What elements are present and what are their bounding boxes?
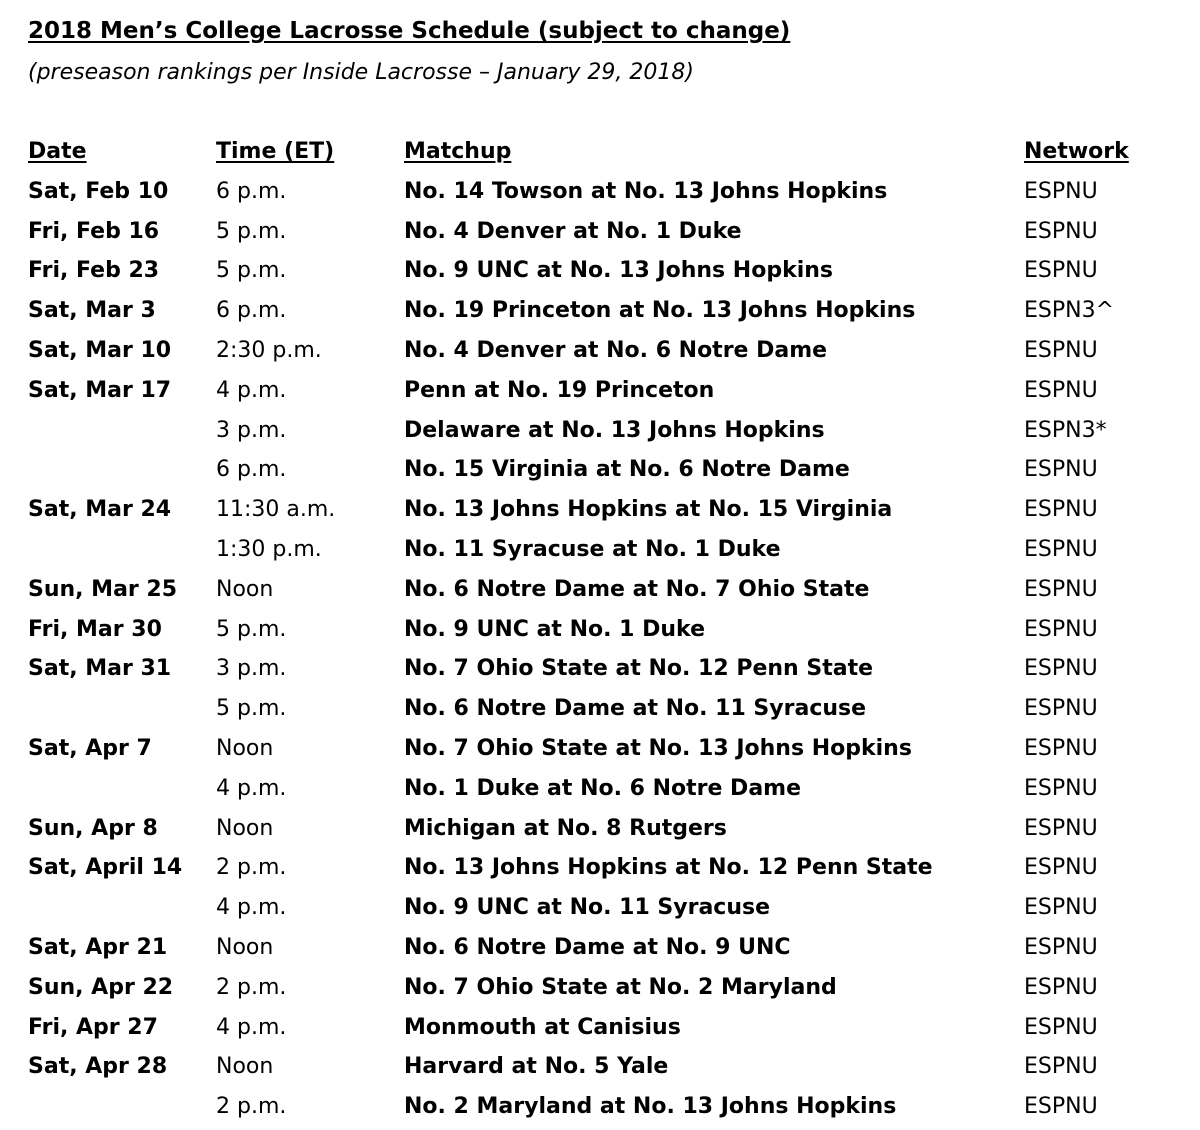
- game-date: Fri, Apr 27: [28, 1014, 158, 1040]
- table-row: [28, 928, 1168, 968]
- column-header-network: Network: [1024, 139, 1129, 164]
- game-matchup: Delaware at No. 13 Johns Hopkins: [404, 417, 825, 443]
- game-network: ESPNU: [1024, 616, 1098, 642]
- game-matchup: No. 6 Notre Dame at No. 11 Syracuse: [404, 696, 867, 722]
- game-time: Noon: [216, 735, 274, 761]
- game-matchup: No. 7 Ohio State at No. 13 Johns Hopkins: [404, 735, 912, 761]
- game-time: 6 p.m.: [216, 178, 287, 204]
- game-matchup: No. 9 UNC at No. 13 Johns Hopkins: [404, 258, 834, 284]
- game-date: [28, 888, 216, 928]
- game-date: Sun, Apr 22: [28, 974, 174, 1000]
- table-row: [28, 450, 1168, 490]
- game-network: ESPNU: [1024, 258, 1098, 284]
- game-date: Fri, Feb 23: [28, 258, 160, 284]
- game-network: ESPN3*: [1024, 417, 1107, 443]
- game-network: ESPNU: [1024, 576, 1098, 602]
- game-network: ESPNU: [1024, 656, 1098, 682]
- table-row: [28, 570, 1168, 610]
- game-time: 1:30 p.m.: [216, 536, 322, 562]
- table-row: [28, 212, 1168, 252]
- table-row: [28, 490, 1168, 530]
- game-network: ESPNU: [1024, 815, 1098, 841]
- game-matchup: No. 19 Princeton at No. 13 Johns Hopkins: [404, 298, 916, 324]
- column-header-matchup: Matchup: [404, 139, 512, 164]
- game-network: ESPNU: [1024, 497, 1098, 523]
- game-time: 2 p.m.: [216, 1094, 287, 1120]
- game-network: ESPNU: [1024, 536, 1098, 562]
- game-time: Noon: [216, 1054, 274, 1080]
- game-date: Sun, Mar 25: [28, 576, 178, 602]
- game-time: 4 p.m.: [216, 377, 287, 403]
- game-matchup: Harvard at No. 5 Yale: [404, 1054, 669, 1080]
- game-time: 4 p.m.: [216, 1014, 287, 1040]
- game-matchup: No. 1 Duke at No. 6 Notre Dame: [404, 775, 802, 801]
- game-time: 6 p.m.: [216, 457, 287, 483]
- game-matchup: No. 13 Johns Hopkins at No. 15 Virginia: [404, 497, 893, 523]
- game-network: ESPNU: [1024, 377, 1098, 403]
- game-date: Sat, Apr 7: [28, 735, 152, 761]
- game-network: ESPNU: [1024, 178, 1098, 204]
- game-time: 3 p.m.: [216, 656, 287, 682]
- game-matchup: No. 9 UNC at No. 11 Syracuse: [404, 895, 771, 921]
- table-row: [28, 530, 1168, 570]
- game-time: 4 p.m.: [216, 895, 287, 921]
- game-matchup: No. 13 Johns Hopkins at No. 12 Penn State: [404, 855, 933, 881]
- game-network: ESPNU: [1024, 457, 1098, 483]
- table-row: [28, 371, 1168, 411]
- game-network: ESPN3^: [1024, 298, 1115, 324]
- schedule-table: [28, 132, 1168, 1127]
- game-network: ESPNU: [1024, 974, 1098, 1000]
- game-network: ESPNU: [1024, 735, 1098, 761]
- game-network: ESPNU: [1024, 1094, 1098, 1120]
- game-time: 2 p.m.: [216, 974, 287, 1000]
- game-time: 5 p.m.: [216, 218, 287, 244]
- game-time: 3 p.m.: [216, 417, 287, 443]
- game-matchup: No. 11 Syracuse at No. 1 Duke: [404, 536, 781, 562]
- schedule-rows: [28, 172, 1168, 1127]
- game-date: [28, 450, 216, 490]
- game-matchup: No. 7 Ohio State at No. 2 Maryland: [404, 974, 837, 1000]
- table-row: [28, 331, 1168, 371]
- game-matchup: No. 6 Notre Dame at No. 7 Ohio State: [404, 576, 870, 602]
- game-time: 5 p.m.: [216, 696, 287, 722]
- game-time: 2 p.m.: [216, 855, 287, 881]
- game-date: Fri, Feb 16: [28, 218, 160, 244]
- table-row: [28, 888, 1168, 928]
- page-subtitle: (preseason rankings per Inside Lacrosse – January 29, 2018): [28, 60, 694, 85]
- game-date: [28, 530, 216, 570]
- table-row: [28, 1047, 1168, 1087]
- game-date: Sat, Mar 3: [28, 298, 156, 324]
- game-date: Sat, Feb 10: [28, 178, 169, 204]
- game-date: Sun, Apr 8: [28, 815, 158, 841]
- table-row: [28, 291, 1168, 331]
- game-time: 5 p.m.: [216, 258, 287, 284]
- game-date: Sat, Mar 10: [28, 337, 172, 363]
- game-matchup: No. 6 Notre Dame at No. 9 UNC: [404, 934, 791, 960]
- game-date: Fri, Mar 30: [28, 616, 162, 642]
- game-network: ESPNU: [1024, 934, 1098, 960]
- game-network: ESPNU: [1024, 218, 1098, 244]
- game-network: ESPNU: [1024, 1054, 1098, 1080]
- table-row: [28, 689, 1168, 729]
- game-network: ESPNU: [1024, 696, 1098, 722]
- game-time: 2:30 p.m.: [216, 337, 322, 363]
- table-row: [28, 809, 1168, 849]
- table-row: [28, 1087, 1168, 1127]
- game-date: [28, 769, 216, 809]
- column-header-date: Date: [28, 139, 87, 164]
- game-network: ESPNU: [1024, 775, 1098, 801]
- game-date: Sat, April 14: [28, 855, 183, 881]
- table-row: [28, 769, 1168, 809]
- game-date: [28, 689, 216, 729]
- game-time: 6 p.m.: [216, 298, 287, 324]
- game-network: ESPNU: [1024, 1014, 1098, 1040]
- game-matchup: Michigan at No. 8 Rutgers: [404, 815, 727, 841]
- game-date: Sat, Mar 17: [28, 377, 172, 403]
- game-matchup: No. 15 Virginia at No. 6 Notre Dame: [404, 457, 850, 483]
- table-row: [28, 251, 1168, 291]
- game-matchup: No. 9 UNC at No. 1 Duke: [404, 616, 706, 642]
- game-date: Sat, Apr 28: [28, 1054, 168, 1080]
- game-matchup: Penn at No. 19 Princeton: [404, 377, 715, 403]
- game-network: ESPNU: [1024, 337, 1098, 363]
- game-date: Sat, Apr 21: [28, 934, 168, 960]
- table-row: [28, 649, 1168, 689]
- game-network: ESPNU: [1024, 855, 1098, 881]
- column-header-time: Time (ET): [216, 139, 335, 164]
- game-matchup: Monmouth at Canisius: [404, 1014, 681, 1040]
- table-row: [28, 729, 1168, 769]
- game-matchup: No. 4 Denver at No. 1 Duke: [404, 218, 742, 244]
- game-matchup: No. 2 Maryland at No. 13 Johns Hopkins: [404, 1094, 897, 1120]
- game-time: Noon: [216, 934, 274, 960]
- table-row: [28, 848, 1168, 888]
- table-row: [28, 411, 1168, 451]
- game-date: Sat, Mar 24: [28, 497, 172, 523]
- game-date: [28, 411, 216, 451]
- table-header-row: [28, 132, 1168, 172]
- game-matchup: No. 14 Towson at No. 13 Johns Hopkins: [404, 178, 888, 204]
- table-row: [28, 610, 1168, 650]
- game-time: Noon: [216, 815, 274, 841]
- game-network: ESPNU: [1024, 895, 1098, 921]
- game-matchup: No. 7 Ohio State at No. 12 Penn State: [404, 656, 874, 682]
- game-date: [28, 1087, 216, 1127]
- game-time: Noon: [216, 576, 274, 602]
- table-row: [28, 172, 1168, 212]
- game-time: 11:30 a.m.: [216, 497, 336, 523]
- game-date: Sat, Mar 31: [28, 656, 172, 682]
- table-row: [28, 968, 1168, 1008]
- table-row: [28, 1008, 1168, 1048]
- game-matchup: No. 4 Denver at No. 6 Notre Dame: [404, 337, 828, 363]
- page-title: 2018 Men’s College Lacrosse Schedule (subject to change): [28, 18, 791, 44]
- game-time: 5 p.m.: [216, 616, 287, 642]
- game-time: 4 p.m.: [216, 775, 287, 801]
